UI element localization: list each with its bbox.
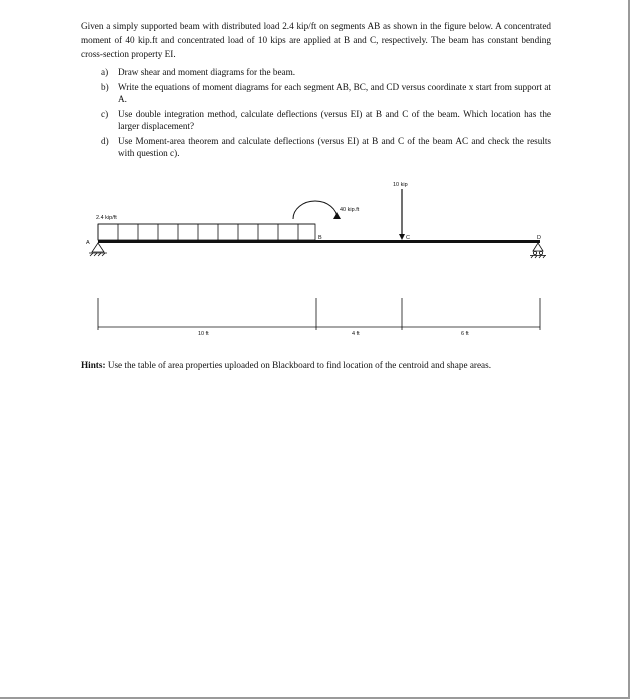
question-label: b)	[101, 81, 109, 92]
moment-load-label: 40 kip.ft	[340, 207, 360, 213]
point-c-label: C	[406, 235, 410, 241]
question-label: d)	[101, 135, 109, 146]
roller-support-d	[530, 243, 546, 258]
pin-support-a	[89, 243, 107, 256]
question-text: Draw shear and moment diagrams for the beam.	[118, 67, 296, 77]
question-text: Use double integration method, calculate deflections (versus EI) at B and C of the beam. Which location has the larger displacement?	[118, 108, 551, 131]
dimension-bc: 4 ft	[352, 331, 360, 337]
dimension-ab: 10 ft	[198, 331, 209, 337]
hints-paragraph	[81, 358, 551, 372]
problem-intro: Given a simply supported beam with distributed load 2.4 kip/ft on segments AB as shown in the figure below. A concentrated moment of 40 kip.ft and concentrated load of 10 kips are applied at B and C, respectively. The beam has constant bending cross-section property EI.	[81, 21, 551, 60]
dimension-cd: 6 ft	[461, 331, 469, 337]
point-load-label: 10 kip	[393, 182, 408, 188]
hints-text: Use the table of area properties uploaded on Blackboard to find location of the centroid and shape areas.	[107, 360, 491, 371]
point-b-label: B	[318, 235, 322, 241]
point-load-arrowhead	[399, 234, 405, 240]
point-d-label: D	[537, 235, 541, 241]
moment-arrowhead	[333, 212, 341, 219]
question-text: Use Moment-area theorem and calculate deflections (versus EI) at B and C of the beam AC and check the results with question c).	[118, 135, 551, 158]
dimension-lines	[98, 298, 540, 330]
question-label: a)	[101, 67, 109, 77]
hints-label: Hints:	[81, 360, 106, 371]
distributed-load-label: 2.4 kip/ft	[96, 215, 117, 221]
moment-arc	[293, 201, 337, 219]
distributed-load	[98, 224, 315, 240]
point-a-label: A	[86, 240, 90, 246]
question-label: c)	[101, 108, 109, 119]
question-text: Write the equations of moment diagrams for each segment AB, BC, and CD versus coordinate x start from support at A.	[118, 81, 551, 104]
